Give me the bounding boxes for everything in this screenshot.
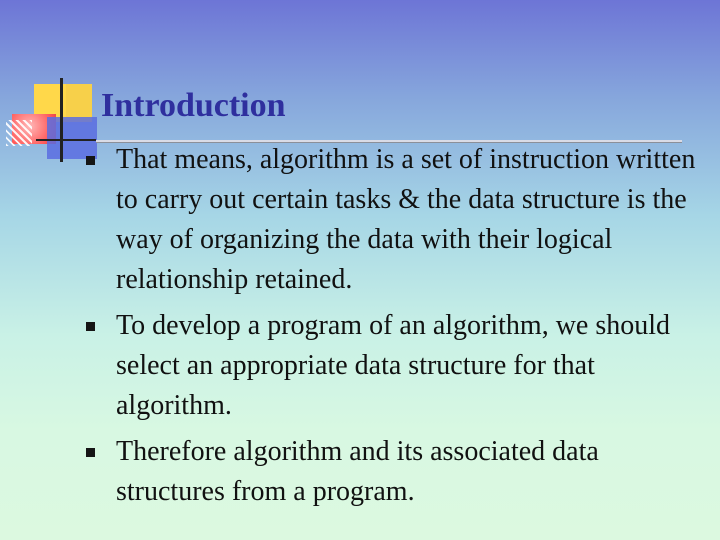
square-bullet-icon (86, 448, 95, 457)
bullet-text: That means, algorithm is a set of instruction written to carry out certain tasks & the data structure is the way of organizing the data with their logical relationship retained. (116, 144, 696, 295)
bullet-item (84, 306, 709, 426)
bullet-list (84, 140, 709, 512)
yellow-square-shape (66, 84, 92, 118)
hatch-pattern-shape (6, 120, 32, 146)
bullet-text: To develop a program of an algorithm, we should select an appropriate data structure for that algorithm. (116, 310, 671, 421)
vertical-line-shape (60, 78, 63, 162)
slide-title: Introduction (101, 87, 286, 124)
square-bullet-icon (86, 322, 95, 331)
square-bullet-icon (86, 156, 95, 165)
bullet-item (84, 140, 709, 300)
bullet-text: Therefore algorithm and its associated data structures from a program. (116, 436, 599, 507)
bullet-item (84, 432, 709, 512)
